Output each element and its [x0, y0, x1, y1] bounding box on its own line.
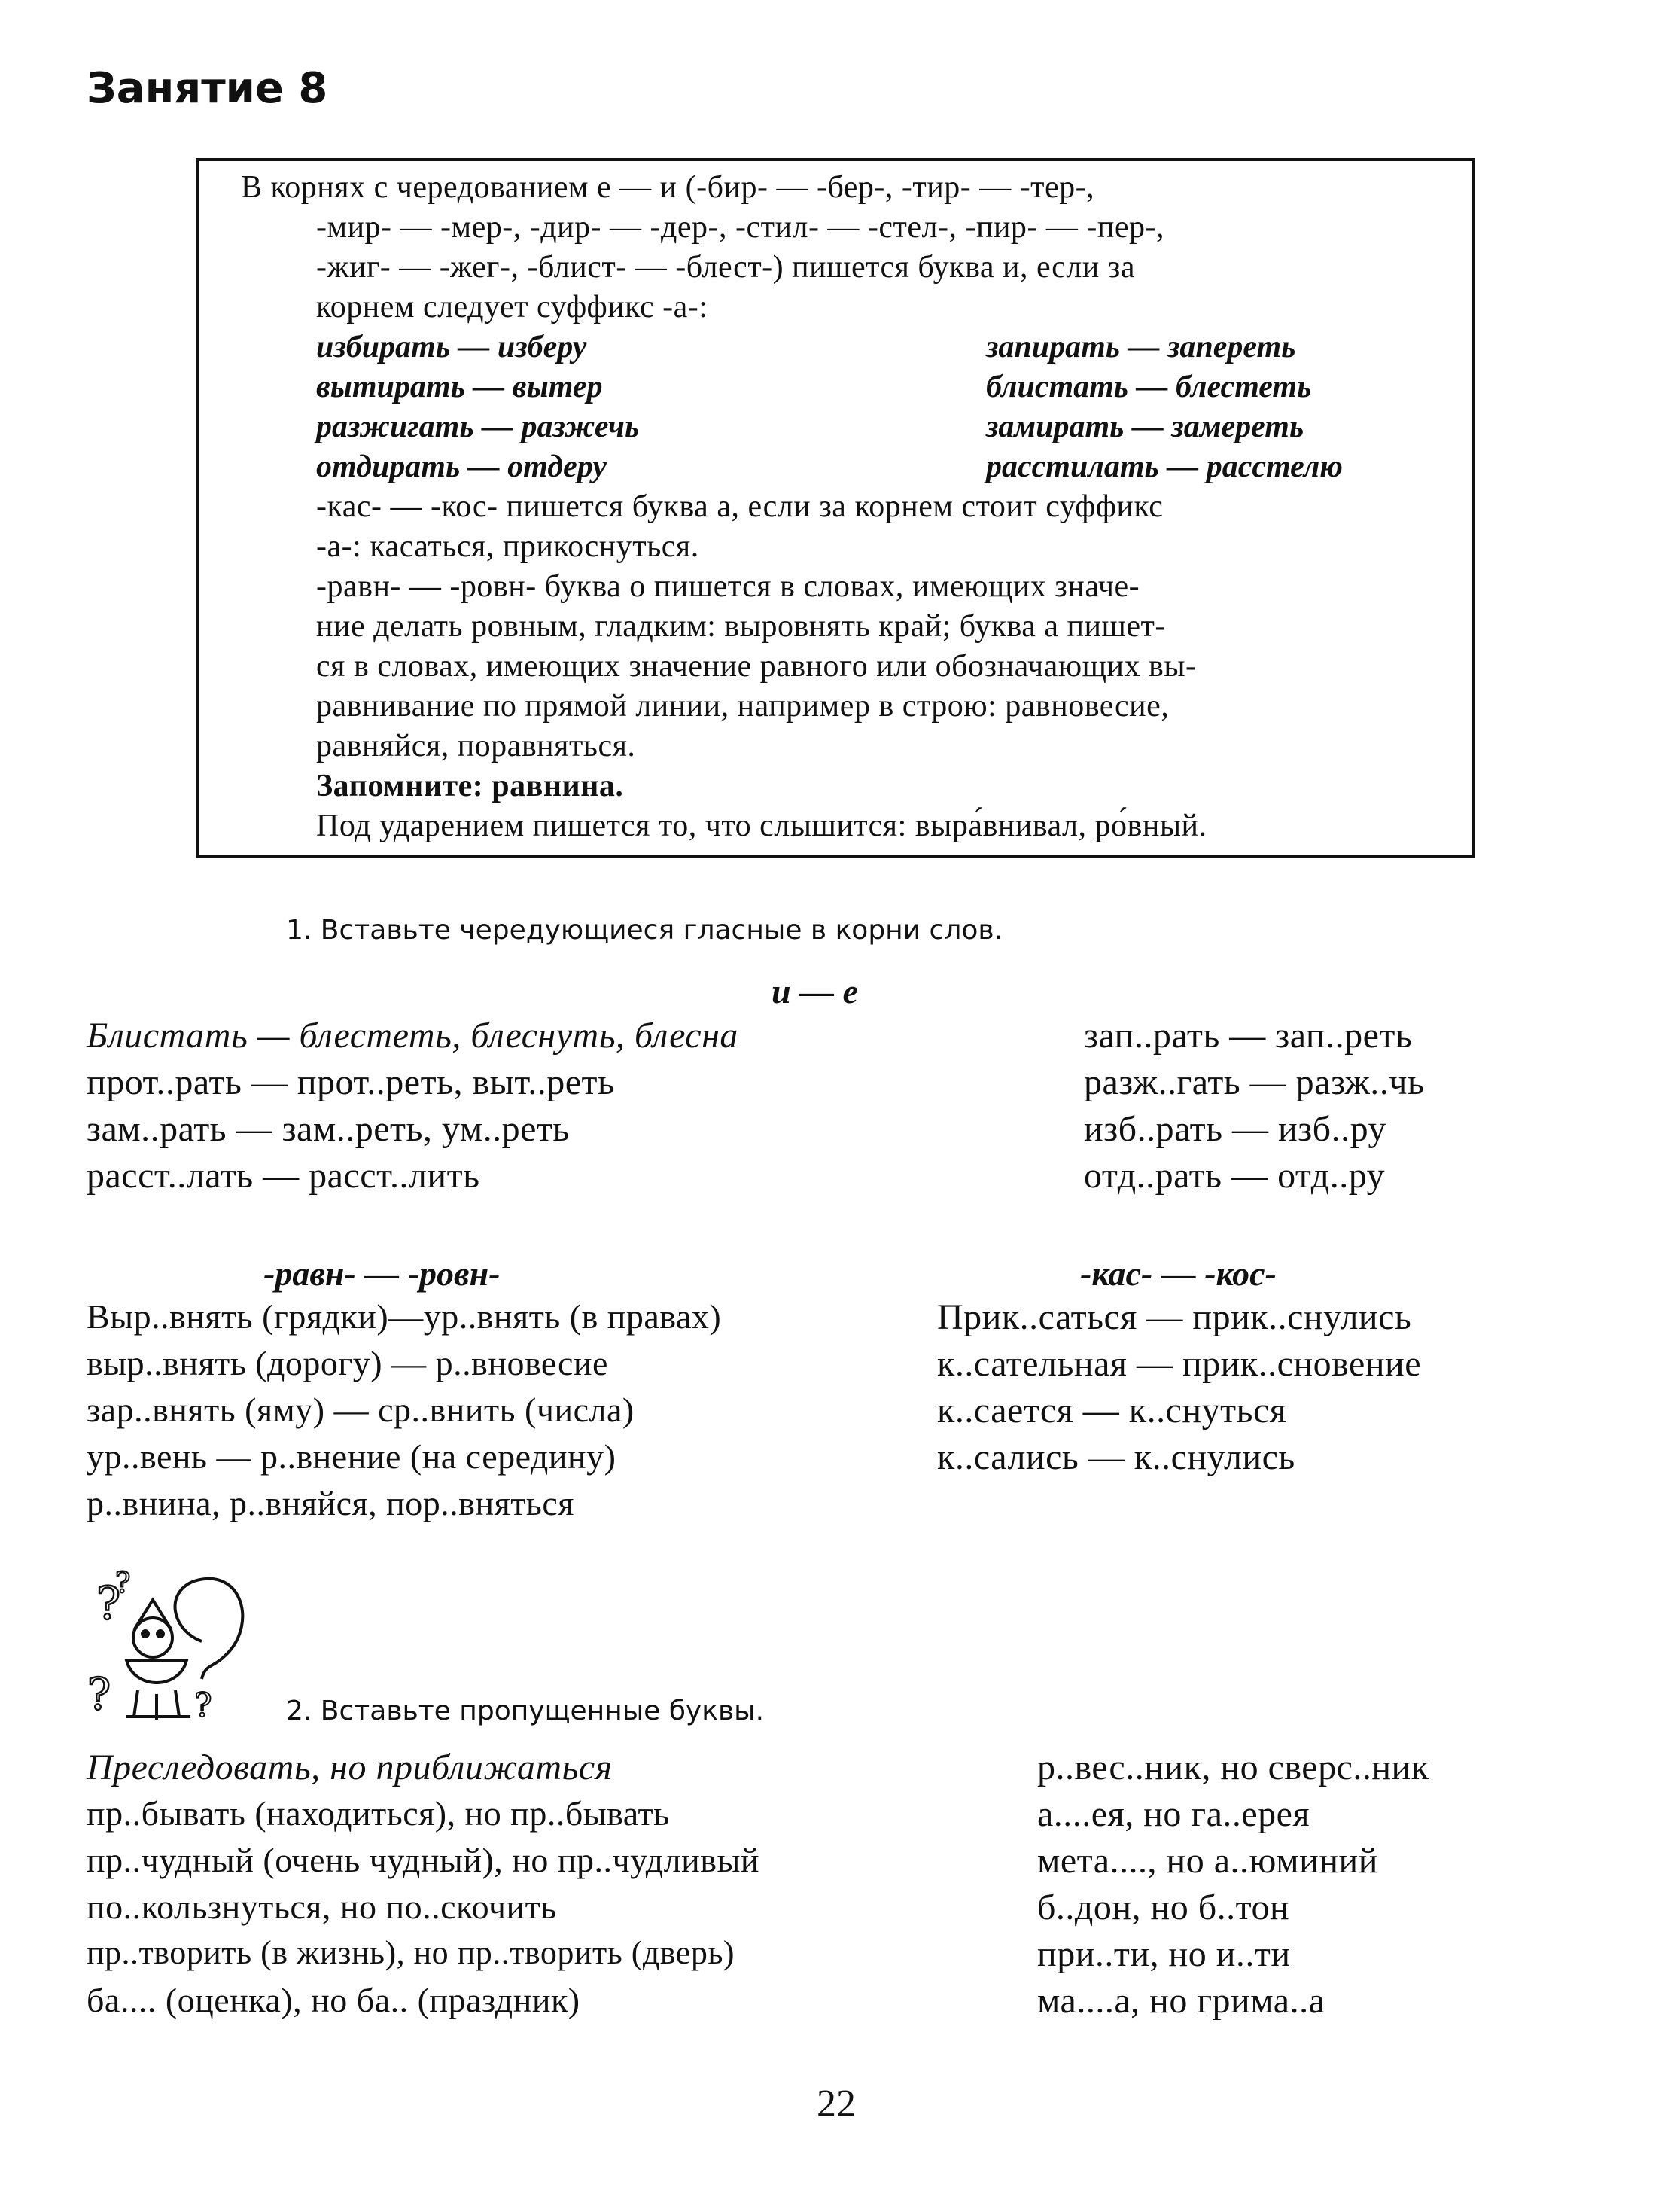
- rule-line: -а-: касаться, прикоснуться.: [316, 529, 699, 564]
- task1-header-ravn: -равн- — -ровн-: [263, 1254, 501, 1293]
- task2-right-line: б..дон, но б..тон: [1037, 1888, 1290, 1927]
- task1-ravn-line: р..внина, р..вняйся, пор..вняться: [87, 1484, 574, 1522]
- rule-example: отдирать — отдеру: [316, 449, 607, 484]
- svg-text:?: ?: [96, 1577, 121, 1630]
- svg-text:?: ?: [194, 1686, 212, 1725]
- rule-line: -мир- — -мер-, -дир- — -дер-, -стил- — -стел-, -пир- — -пер-,: [316, 210, 1165, 245]
- rule-line: -равн- — -ровн- буква о пишется в словах, имеющих значе-: [316, 569, 1140, 604]
- task2-right-line: мета...., но а..юминий: [1037, 1841, 1378, 1881]
- rule-line: корнем следует суффикс -а-:: [316, 290, 708, 324]
- task1-left-line: расст..лать — расст..лить: [87, 1156, 480, 1196]
- task1-right-line: зап..рать — зап..реть: [1084, 1016, 1413, 1056]
- rule-line: В корнях с чередованием е — и (-бир- — -бер-, -тир- — -тер-,: [241, 170, 1095, 205]
- task1-left-line: зам..рать — зам..реть, ум..реть: [87, 1109, 570, 1149]
- task2-right-line: при..ти, но и..ти: [1037, 1934, 1291, 1974]
- task1-right-line: изб..рать — изб..ру: [1084, 1109, 1386, 1149]
- task1-ravn-line: зар..внять (яму) — ср..внить (числа): [87, 1391, 635, 1429]
- task2-left-line: пр..бывать (находиться), но пр..бывать: [87, 1794, 670, 1833]
- task2-left-line: пр..чудный (очень чудный), но пр..чудливый: [87, 1841, 759, 1879]
- task2-right-line: ма....а, но грима..а: [1037, 1981, 1325, 2021]
- task1-left-line: Блистать — блестеть, блеснуть, блесна: [87, 1016, 738, 1056]
- task1-header-kas: -кас- — -кос-: [1080, 1254, 1277, 1293]
- rule-line: ся в словах, имеющих значение равного или обозначающих вы-: [316, 649, 1197, 684]
- rule-line: -жиг- — -жег-, -блист- — -блест-) пишется буква и, если за: [316, 250, 1135, 285]
- rule-example: избирать — изберу: [316, 330, 587, 364]
- task1-left-line: прот..рать — прот..реть, выт..реть: [87, 1062, 615, 1102]
- task1-header-ie: и — е: [772, 972, 858, 1010]
- rule-line: ние делать ровным, гладким: выровнять край; буква а пишет-: [316, 609, 1166, 644]
- rule-example: расстилать — расстелю: [986, 449, 1343, 484]
- rule-line: равнивание по прямой линии, например в строю: равновесие,: [316, 689, 1170, 724]
- svg-text:?: ?: [87, 1668, 111, 1720]
- task1-right-line: отд..рать — отд..ру: [1084, 1156, 1386, 1196]
- rule-example: вытирать — вытер: [316, 370, 603, 404]
- rule-stress: Под ударением пишется то, что слышится: выра́внивал, ро́вный.: [316, 809, 1207, 843]
- lesson-title: Занятие 8: [87, 64, 328, 113]
- task2-left-line: по..кользнуться, но по..скочить: [87, 1888, 557, 1926]
- task2-right-line: р..вес..ник, но сверс..ник: [1037, 1747, 1429, 1787]
- task1-ravn-line: Выр..внять (грядки)—ур..внять (в правах): [87, 1297, 722, 1336]
- task2-left-line: Преследовать, но приближаться: [87, 1747, 613, 1787]
- rule-line: -кас- — -кос- пишется буква а, если за корнем стоит суффикс: [316, 489, 1164, 524]
- task2-instruction: 2. Вставьте пропущенные буквы.: [286, 1696, 765, 1726]
- rule-remember: Запомните: равнина.: [316, 769, 624, 803]
- gnome-thinking-icon: [81, 1558, 262, 1739]
- task2-left-line: ба.... (оценка), но ба.. (праздник): [87, 1981, 580, 2019]
- rule-example: замирать — замереть: [986, 410, 1304, 444]
- task1-kas-line: к..сались — к..снулись: [937, 1437, 1295, 1477]
- rule-example: разжигать — разжечь: [316, 410, 640, 444]
- task2-right-line: а....ея, но га..ерея: [1037, 1794, 1310, 1834]
- task1-kas-line: к..сательная — прик..сновение: [937, 1344, 1422, 1384]
- rule-line: равняйся, поравняться.: [316, 729, 636, 763]
- task1-instruction: 1. Вставьте чередующиеся гласные в корни слов.: [286, 915, 1003, 946]
- task1-ravn-line: выр..внять (дорогу) — р..вновесие: [87, 1344, 608, 1382]
- task1-kas-line: к..сается — к..снуться: [937, 1391, 1287, 1431]
- task2-left-line: пр..творить (в жизнь), но пр..творить (дверь): [87, 1934, 735, 1971]
- rule-example: блистать — блестеть: [986, 370, 1312, 404]
- rule-example: запирать — запереть: [986, 330, 1296, 364]
- page-number: 22: [817, 2083, 856, 2125]
- task1-right-line: разж..гать — разж..чь: [1084, 1062, 1425, 1102]
- svg-text:?: ?: [115, 1566, 131, 1599]
- task1-kas-line: Прик..саться — прик..снулись: [937, 1297, 1412, 1337]
- task1-ravn-line: ур..вень — р..внение (на середину): [87, 1437, 616, 1476]
